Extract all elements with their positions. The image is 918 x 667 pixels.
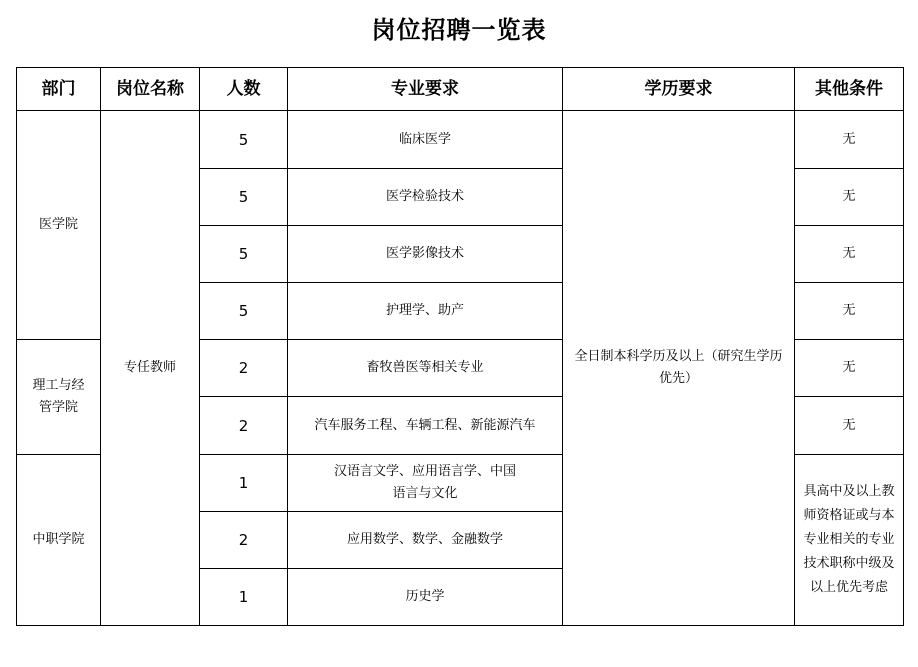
other-cell: 无 bbox=[795, 397, 904, 455]
other-cell: 无 bbox=[795, 283, 904, 340]
recruitment-table bbox=[16, 67, 904, 626]
table-row bbox=[17, 111, 904, 169]
position-name: 专任教师 bbox=[101, 111, 200, 626]
header-other: 其他条件 bbox=[795, 68, 904, 111]
major-cell: 护理学、助产 bbox=[288, 283, 563, 340]
count-cell: 1 bbox=[200, 569, 288, 626]
count-cell: 5 bbox=[200, 111, 288, 169]
count-cell: 2 bbox=[200, 340, 288, 397]
other-cell: 无 bbox=[795, 111, 904, 169]
vocational-other-conditions: 具高中及以上教师资格证或与本专业相关的专业技术职称中级及以上优先考虑 bbox=[795, 455, 904, 626]
header-education: 学历要求 bbox=[563, 68, 795, 111]
other-cell: 无 bbox=[795, 340, 904, 397]
other-cell: 无 bbox=[795, 226, 904, 283]
major-cell: 应用数学、数学、金融数学 bbox=[288, 512, 563, 569]
table-header-row bbox=[17, 68, 904, 111]
major-cell: 汉语言文学、应用语言学、中国语言与文化 bbox=[288, 455, 563, 512]
other-cell: 无 bbox=[795, 169, 904, 226]
dept-medical: 医学院 bbox=[17, 111, 101, 340]
major-cell: 历史学 bbox=[288, 569, 563, 626]
count-cell: 5 bbox=[200, 226, 288, 283]
count-cell: 2 bbox=[200, 397, 288, 455]
major-cell: 医学影像技术 bbox=[288, 226, 563, 283]
header-count: 人数 bbox=[200, 68, 288, 111]
count-cell: 2 bbox=[200, 512, 288, 569]
count-cell: 5 bbox=[200, 169, 288, 226]
major-cell: 汽车服务工程、车辆工程、新能源汽车 bbox=[288, 397, 563, 455]
education-requirement: 全日制本科学历及以上（研究生学历优先） bbox=[563, 111, 795, 626]
header-major: 专业要求 bbox=[288, 68, 563, 111]
header-position: 岗位名称 bbox=[101, 68, 200, 111]
header-dept: 部门 bbox=[17, 68, 101, 111]
dept-engineering: 理工与经管学院 bbox=[17, 340, 101, 455]
major-cell: 医学检验技术 bbox=[288, 169, 563, 226]
count-cell: 5 bbox=[200, 283, 288, 340]
count-cell: 1 bbox=[200, 455, 288, 512]
page-title: 岗位招聘一览表 bbox=[371, 15, 547, 44]
dept-vocational: 中职学院 bbox=[17, 455, 101, 626]
major-cell: 临床医学 bbox=[288, 111, 563, 169]
major-cell: 畜牧兽医等相关专业 bbox=[288, 340, 563, 397]
